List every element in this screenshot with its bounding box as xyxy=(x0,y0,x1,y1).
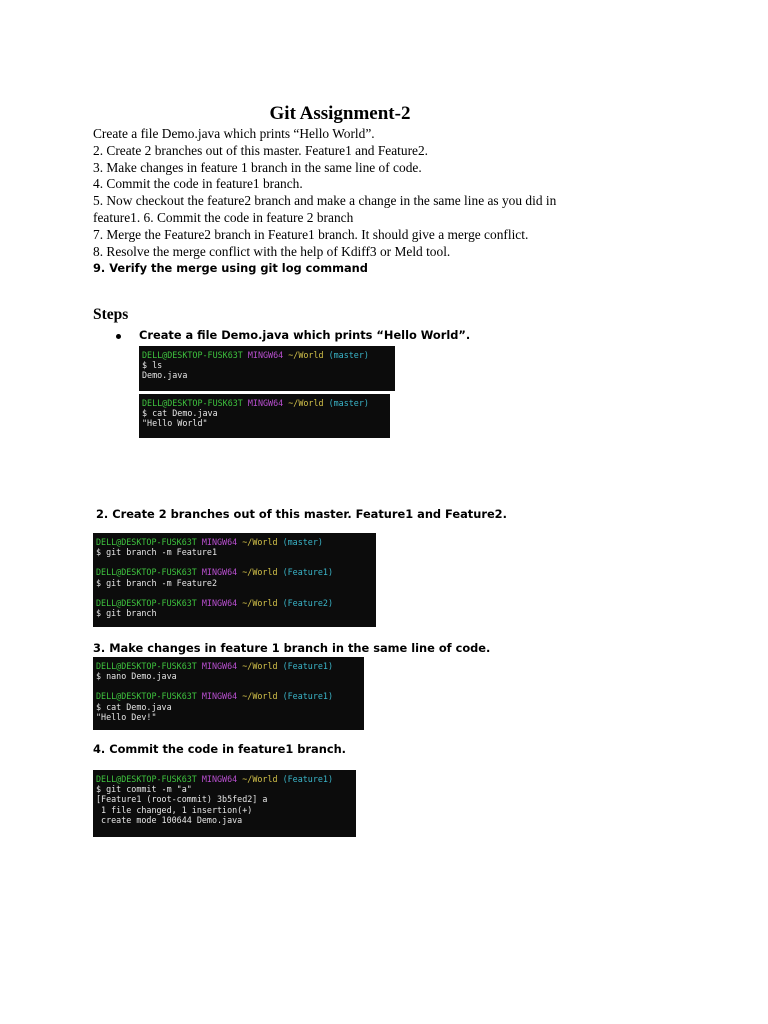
terminal-output-line: "Hello World" xyxy=(142,418,208,429)
terminal-output-line: create mode 100644 Demo.java xyxy=(96,814,243,825)
terminal-screenshot xyxy=(93,657,364,730)
prompt-branch: (Feature2) xyxy=(282,597,333,608)
task-list xyxy=(93,126,653,277)
prompt-path: ~/World xyxy=(242,597,278,608)
prompt-env: MINGW64 xyxy=(247,350,284,360)
prompt-env: MINGW64 xyxy=(201,597,238,608)
prompt-env: MINGW64 xyxy=(201,537,238,547)
prompt-env: MINGW64 xyxy=(201,567,238,578)
prompt-env: MINGW64 xyxy=(201,774,238,784)
prompt-branch: (Feature1) xyxy=(282,691,333,702)
prompt-branch: (Feature1) xyxy=(282,774,333,784)
prompt-env: MINGW64 xyxy=(201,661,238,671)
terminal-prompt xyxy=(96,567,373,577)
prompt-env: MINGW64 xyxy=(247,398,284,408)
task-item: 9. Verify the merge using git log command xyxy=(93,261,368,276)
step-caption: 4. Commit the code in feature1 branch. xyxy=(93,742,347,756)
terminal-output-line: $ nano Demo.java xyxy=(96,671,177,682)
terminal-output-line: $ git branch -m Feature2 xyxy=(96,577,218,588)
terminal-output-line: $ cat Demo.java xyxy=(142,408,218,419)
prompt-user: DELL@DESKTOP-FUSK63T xyxy=(96,537,197,547)
terminal-output-line: $ git commit -m "a" xyxy=(96,784,192,795)
prompt-path: ~/World xyxy=(288,398,324,408)
document-title: Git Assignment-2 xyxy=(269,103,411,124)
terminal-output-line: $ ls xyxy=(142,360,163,371)
terminal-prompt xyxy=(142,398,387,408)
terminal-screenshot xyxy=(93,770,356,837)
prompt-branch: (master) xyxy=(328,350,369,360)
step-caption: 2. Create 2 branches out of this master. Feature1 and Feature2. xyxy=(96,507,507,521)
terminal-output-line: $ git branch -m Feature1 xyxy=(96,547,218,558)
terminal-output-line: Demo.java xyxy=(142,370,188,381)
prompt-branch: (Feature1) xyxy=(282,567,333,578)
step-caption: 3. Make changes in feature 1 branch in the same line of code. xyxy=(93,641,491,655)
prompt-user: DELL@DESKTOP-FUSK63T xyxy=(96,691,197,702)
task-item: 2. Create 2 branches out of this master. Feature1 and Feature2. xyxy=(93,142,429,158)
terminal-prompt xyxy=(96,774,353,784)
task-item: 4. Commit the code in feature1 branch. xyxy=(93,176,303,192)
task-item: 7. Merge the Feature2 branch in Feature1 branch. It should give a merge conflict. xyxy=(93,226,529,242)
terminal-prompt xyxy=(96,691,361,701)
prompt-path: ~/World xyxy=(242,661,278,671)
prompt-path: ~/World xyxy=(242,691,278,702)
terminal-output-line: 1 file changed, 1 insertion(+) xyxy=(96,804,253,815)
terminal-prompt xyxy=(142,350,392,360)
prompt-env: MINGW64 xyxy=(201,691,238,702)
terminal-prompt xyxy=(96,598,373,608)
terminal-output-line: "Hello Dev!" xyxy=(96,711,157,722)
terminal-output-line: $ cat Demo.java xyxy=(96,701,172,712)
step-caption: Create a file Demo.java which prints “Hello World”. xyxy=(139,328,471,342)
prompt-user: DELL@DESKTOP-FUSK63T xyxy=(142,398,243,408)
terminal-prompt xyxy=(96,537,373,547)
terminal-prompt xyxy=(96,661,361,671)
bullet-icon xyxy=(116,334,121,339)
prompt-branch: (Feature1) xyxy=(282,661,333,671)
prompt-user: DELL@DESKTOP-FUSK63T xyxy=(142,350,243,360)
prompt-path: ~/World xyxy=(288,350,324,360)
task-item: Create a file Demo.java which prints “Hello World”. xyxy=(93,126,375,141)
terminal-screenshot xyxy=(139,394,390,438)
prompt-user: DELL@DESKTOP-FUSK63T xyxy=(96,567,197,578)
prompt-user: DELL@DESKTOP-FUSK63T xyxy=(96,774,197,784)
task-item: 3. Make changes in feature 1 branch in the same line of code. xyxy=(93,159,422,175)
prompt-user: DELL@DESKTOP-FUSK63T xyxy=(96,661,197,671)
task-item: feature1. 6. Commit the code in feature 2 branch xyxy=(93,209,354,225)
prompt-path: ~/World xyxy=(242,537,278,547)
terminal-screenshot xyxy=(93,533,376,627)
terminal-output-line: [Feature1 (root-commit) 3b5fed2] a xyxy=(96,794,268,805)
task-item: 8. Resolve the merge conflict with the help of Kdiff3 or Meld tool. xyxy=(93,243,451,259)
prompt-branch: (master) xyxy=(328,398,369,408)
steps-heading: Steps xyxy=(93,306,129,323)
prompt-path: ~/World xyxy=(242,774,278,784)
terminal-screenshot xyxy=(139,346,395,391)
task-item: 5. Now checkout the feature2 branch and make a change in the same line as you did in xyxy=(93,193,557,209)
prompt-branch: (master) xyxy=(282,537,323,547)
prompt-path: ~/World xyxy=(242,567,278,578)
terminal-output-line: $ git branch xyxy=(96,607,157,618)
prompt-user: DELL@DESKTOP-FUSK63T xyxy=(96,597,197,608)
